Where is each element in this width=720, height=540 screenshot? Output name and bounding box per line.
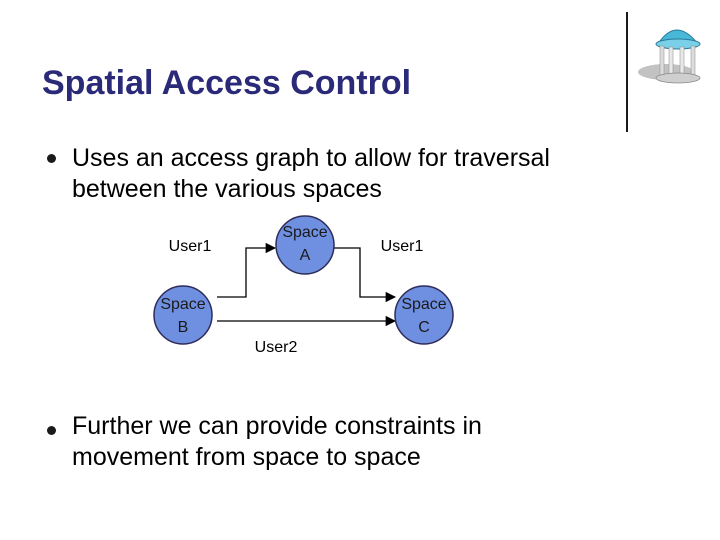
bullet-line: Further we can provide constraints in bbox=[72, 412, 482, 440]
bullet-text-2 bbox=[72, 411, 482, 473]
edge-label: User1 bbox=[380, 238, 424, 255]
node-label-line: A bbox=[299, 247, 311, 264]
edge-label: User2 bbox=[254, 339, 298, 356]
bullet-line: Uses an access graph to allow for traversal bbox=[72, 144, 550, 172]
edge-a-to-c bbox=[333, 248, 395, 297]
edge-b-to-a bbox=[217, 248, 275, 297]
node-label-line: Space bbox=[282, 224, 328, 241]
space-node-c bbox=[395, 286, 453, 344]
bullet-line: movement from space to space bbox=[72, 443, 421, 471]
node-label-line: B bbox=[177, 319, 189, 336]
edge-label: User1 bbox=[168, 238, 212, 255]
bullet-marker bbox=[47, 426, 56, 435]
node-label-line: Space bbox=[160, 296, 206, 313]
node-label-line: Space bbox=[401, 296, 447, 313]
space-node-b bbox=[154, 286, 212, 344]
space-node-a bbox=[276, 216, 334, 274]
bullet-line: between the various spaces bbox=[72, 175, 382, 203]
node-label-line: C bbox=[418, 319, 430, 336]
slide-title: Spatial Access Control bbox=[42, 64, 412, 102]
